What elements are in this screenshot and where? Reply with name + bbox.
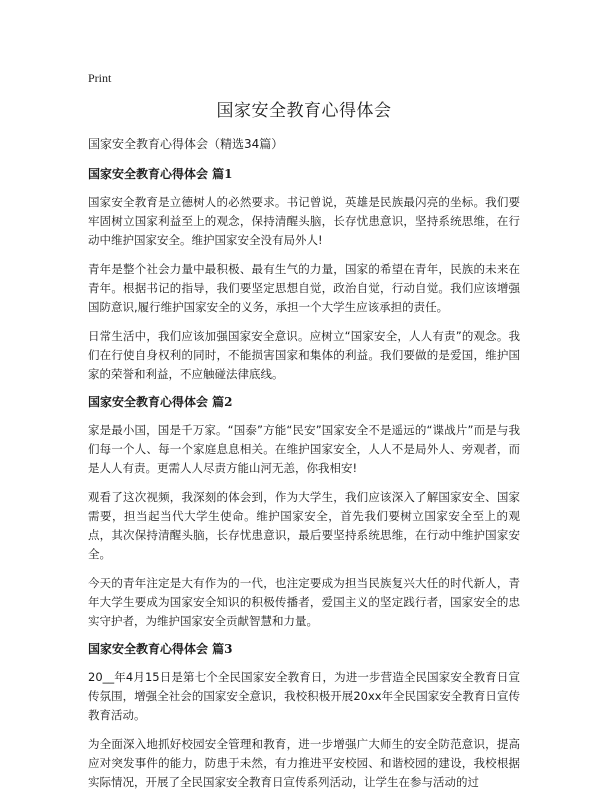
section-2 (88, 394, 520, 631)
document-page (88, 70, 520, 802)
paragraph: 家是最小国，国是千万家。“国泰”方能“民安”国家安全不是遥远的“谍战片”而是与我们每一个人、每一个家庭息息相关。在维护国家安全，人人不是局外人、旁观者，而是人人有责。更需人人尽责方能山河无恙，你我相安! (88, 423, 520, 475)
paragraph: 20__年4月15日是第七个全民国家安全教育日，为进一步营造全民国家安全教育日宣传氛围，增强全社会的国家安全意识，我校积极开展20xx年全民国家安全教育日宣传教育活动。 (88, 670, 520, 722)
section-3 (88, 641, 520, 792)
section-heading: 国家安全教育心得体会 篇2 (88, 395, 233, 409)
document-title: 国家安全教育心得体会 (216, 101, 392, 121)
print-link[interactable]: Print (88, 71, 112, 85)
paragraph: 青年是整个社会力量中最积极、最有生气的力量，国家的希望在青年，民族的未来在青年。根据书记的指导，我们要坚定思想自觉，政治自觉，行动自觉。我们应该增强国防意识,履行维护国家安全的义务，承担一个大学生应该承担的责任。 (88, 262, 520, 314)
document-subtitle: 国家安全教育心得体会（精选34篇） (88, 137, 284, 151)
section-heading: 国家安全教育心得体会 篇3 (88, 642, 233, 656)
section-1 (88, 166, 520, 384)
paragraph: 日常生活中，我们应该加强国家安全意识。应树立“国家安全，人人有责”的观念。我们在行使自身权利的同时，不能损害国家和集体的利益。我们要做的是爱国，维护国家的荣誉和利益，不应触碰法律底线。 (88, 329, 520, 381)
section-heading: 国家安全教育心得体会 篇1 (88, 167, 233, 181)
paragraph: 观看了这次视频，我深刻的体会到，作为大学生，我们应该深入了解国家安全、国家需要，担当起当代大学生使命。维护国家安全，首先我们要树立国家安全至上的观点，其次保持清醒头脑，长存忧患意识，最后要坚持系统思维，在行动中维护国家安全。 (88, 490, 520, 561)
paragraph: 为全面深入地抓好校园安全管理和教育，进一步增强广大师生的安全防范意识，提高应对突发事件的能力，防患于未然，有力推进平安校园、和谐校园的建设，我校根据实际情况，开展了全民国家安全教育日宣传系列活动，让学生在参与活动的过 (88, 737, 520, 789)
paragraph: 国家安全教育是立德树人的必然要求。书记曾说，英雄是民族最闪亮的坐标。我们要牢固树立国家利益至上的观念，保持清醒头脑，长存忧患意识，坚持系统思维，在行动中维护国家安全。维护国家安全没有局外人! (88, 195, 520, 247)
paragraph: 今天的青年注定是大有作为的一代，也注定要成为担当民族复兴大任的时代新人，青年大学生要成为国家安全知识的积极传播者，爱国主义的坚定践行者，国家安全的忠实守护者，为维护国家安全贡献智慧和力量。 (88, 576, 520, 628)
